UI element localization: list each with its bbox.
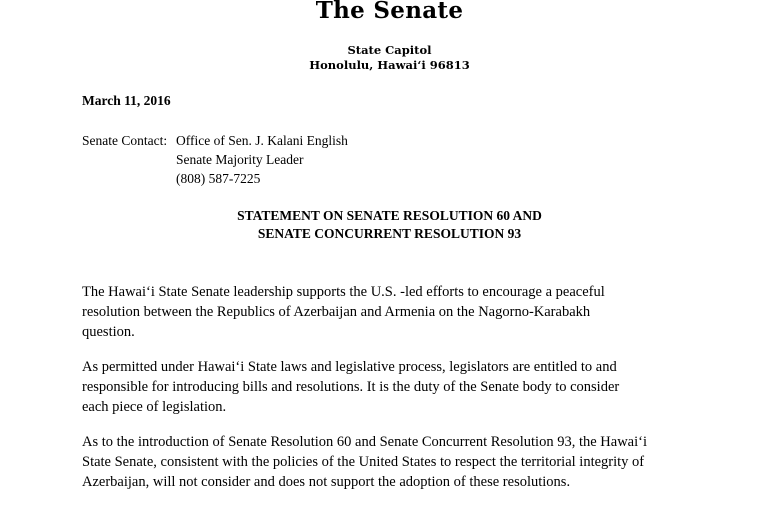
paragraph-line: Azerbaijan, will not consider and does not support the adoption of these resolutions. [82,474,571,490]
paragraph-line: State Senate, consistent with the policies of the United States to respect the territorial integrity of [82,454,645,470]
contact-row-phone [82,169,348,188]
paragraph-leadership-support [82,282,722,342]
contact-row-title [82,150,348,169]
contact-row-office [82,131,348,150]
contact-indent [82,150,176,169]
release-date: March 11, 2016 [82,93,171,108]
letterhead-address-line2: Honolulu, Hawai‘i 96813 [309,58,470,72]
contact-phone: (808) 587-7225 [176,171,261,186]
paragraph-line: responsible for introducing bills and resolutions. It is the duty of the Senate body to consider [82,379,620,395]
statement-heading-line2: SENATE CONCURRENT RESOLUTION 93 [257,226,522,241]
paragraph-line: The Hawai‘i State Senate leadership supports the U.S. -led efforts to encourage a peaceful [82,284,605,300]
contact-indent [82,169,176,188]
contact-title: Senate Majority Leader [176,152,304,167]
statement-heading-line1: STATEMENT ON SENATE RESOLUTION 60 AND [237,208,542,223]
contact-office: Office of Sen. J. Kalani English [176,133,348,148]
senate-contact-block [82,131,348,188]
statement-heading [0,207,779,243]
paragraph-line: resolution between the Republics of Azerbaijan and Armenia on the Nagorno-Karabakh [82,304,591,320]
letterhead-address-line1: State Capitol [347,43,432,57]
paragraph-resolution-position [82,432,722,492]
paragraph-line: each piece of legislation. [82,399,227,415]
paragraph-legislative-process [82,357,722,417]
paragraph-line: As permitted under Hawai‘i State laws and legislative process, legislators are entitled to and [82,359,617,375]
paragraph-line: question. [82,324,135,340]
paragraph-line: As to the introduction of Senate Resolution 60 and Senate Concurrent Resolution 93, the Hawai‘i [82,434,647,450]
contact-label: Senate Contact: [82,133,168,148]
letterhead-title: The Senate [315,0,464,24]
